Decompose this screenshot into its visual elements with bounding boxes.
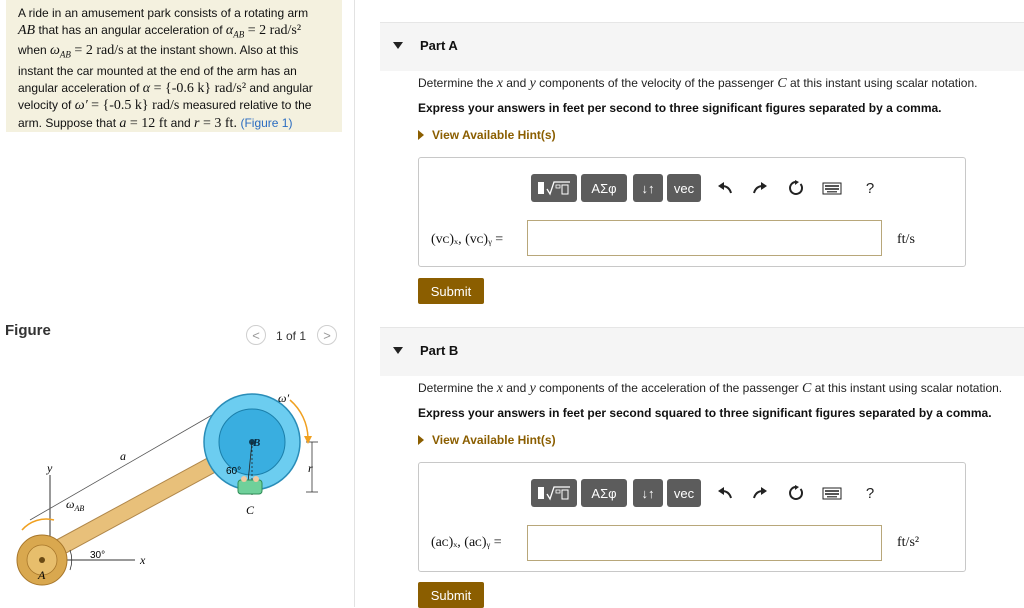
prev-figure-button[interactable]: < [246,325,266,345]
part-a-question: Determine the x and y components of the velocity of the passenger C at this instant using scalar notation. [418,76,978,91]
point-c-label: C [246,503,255,517]
point-a-label: A [38,568,46,582]
problem-statement: A ride in an amusement park consists of a rotating arm AB that has an angular acceleration of $\alpha_{AB} = 2$ rad/s² when $\omega_{AB} = 2$ rad/s at the instant shown. Also at this instant the car mounted at the end of the arm has an angular acceleration of α = {-0.6 k} rad/s² and angular velocity of ω′ = {-0.5 k} rad/s measured relative to the arm. Suppose that a = 12 ft and r = 3 ft. (Figure 1) [6,0,342,132]
reset-icon[interactable] [785,482,807,504]
reset-icon[interactable] [785,177,807,199]
part-a-hint-link[interactable]: View Available Hint(s) [418,128,556,142]
omega-prime-label: ω′ [278,391,290,405]
fraction-sqrt-icon [536,179,572,197]
radius-r-label: r [308,461,313,475]
part-b-answer-input[interactable] [527,525,882,561]
part-b-title: Part B [420,343,459,358]
vector-button[interactable]: vec [667,479,701,507]
part-b-instruction: Express your answers in feet per second squared to three significant figures separated by a comma. [418,406,992,420]
templates-button[interactable] [531,174,577,202]
figure-link[interactable]: (Figure 1) [240,115,293,130]
figure-heading: Figure [5,322,51,339]
part-b-unit: ft/s² [897,535,920,550]
part-a-answer-box [418,157,966,267]
part-a-answer-label: (vᴄ)ₓ, (vᴄ)ᵧ = [431,232,504,247]
part-b-hint-link[interactable]: View Available Hint(s) [418,433,556,447]
part-a-unit: ft/s [897,232,915,247]
figure-pager-text: 1 of 1 [276,329,307,343]
part-b-submit-button[interactable]: Submit [418,582,484,608]
help-icon[interactable]: ? [865,484,875,502]
greek-symbols-button[interactable]: ΑΣφ [581,174,627,202]
keyboard-icon[interactable] [821,482,843,504]
part-a-instruction: Express your answers in feet per second to three significant figures separated by a comma. [418,101,942,115]
part-a-answer-input[interactable] [527,220,882,256]
panel-divider [354,0,355,607]
next-figure-button[interactable]: > [317,325,337,345]
passenger-car [238,480,262,494]
greek-symbols-button[interactable]: ΑΣφ [581,479,627,507]
part-a-submit-button[interactable]: Submit [418,278,484,304]
part-a-title: Part A [420,38,458,53]
undo-icon[interactable] [714,482,736,504]
x-axis-label: x [140,553,146,567]
expand-triangle-icon [418,130,424,140]
expand-triangle-icon [418,435,424,445]
subscript-superscript-button[interactable]: ↓↑ [633,479,663,507]
help-icon[interactable]: ? [865,179,875,197]
length-a-label: a [120,449,126,463]
omega-ab-label: $\omega_{AB}$ [66,497,85,513]
redo-icon[interactable] [749,177,771,199]
y-axis-label: y [47,461,53,475]
part-b-header[interactable] [380,327,1024,376]
keyboard-icon[interactable] [821,177,843,199]
undo-icon[interactable] [714,177,736,199]
fraction-sqrt-icon [536,484,572,502]
subscript-superscript-button[interactable]: ↓↑ [633,174,663,202]
part-a-collapse-icon[interactable] [393,42,403,49]
angle-60-label: 60° [226,466,242,477]
redo-icon[interactable] [749,482,771,504]
templates-button[interactable] [531,479,577,507]
dimension-a-line [30,415,212,520]
omega-ab-arrow [22,519,54,530]
angle-30-label: 30° [90,550,106,561]
point-b-label: B [253,437,261,449]
part-a-header[interactable] [380,22,1024,71]
part-b-collapse-icon[interactable] [393,347,403,354]
vector-button[interactable]: vec [667,174,701,202]
figure-diagram [0,380,354,607]
part-b-question: Determine the x and y components of the acceleration of the passenger C at this instant using scalar notation. [418,381,1003,396]
part-b-answer-label: (aᴄ)ₓ, (aᴄ)ᵧ = [431,535,502,550]
part-b-answer-box [418,462,966,572]
